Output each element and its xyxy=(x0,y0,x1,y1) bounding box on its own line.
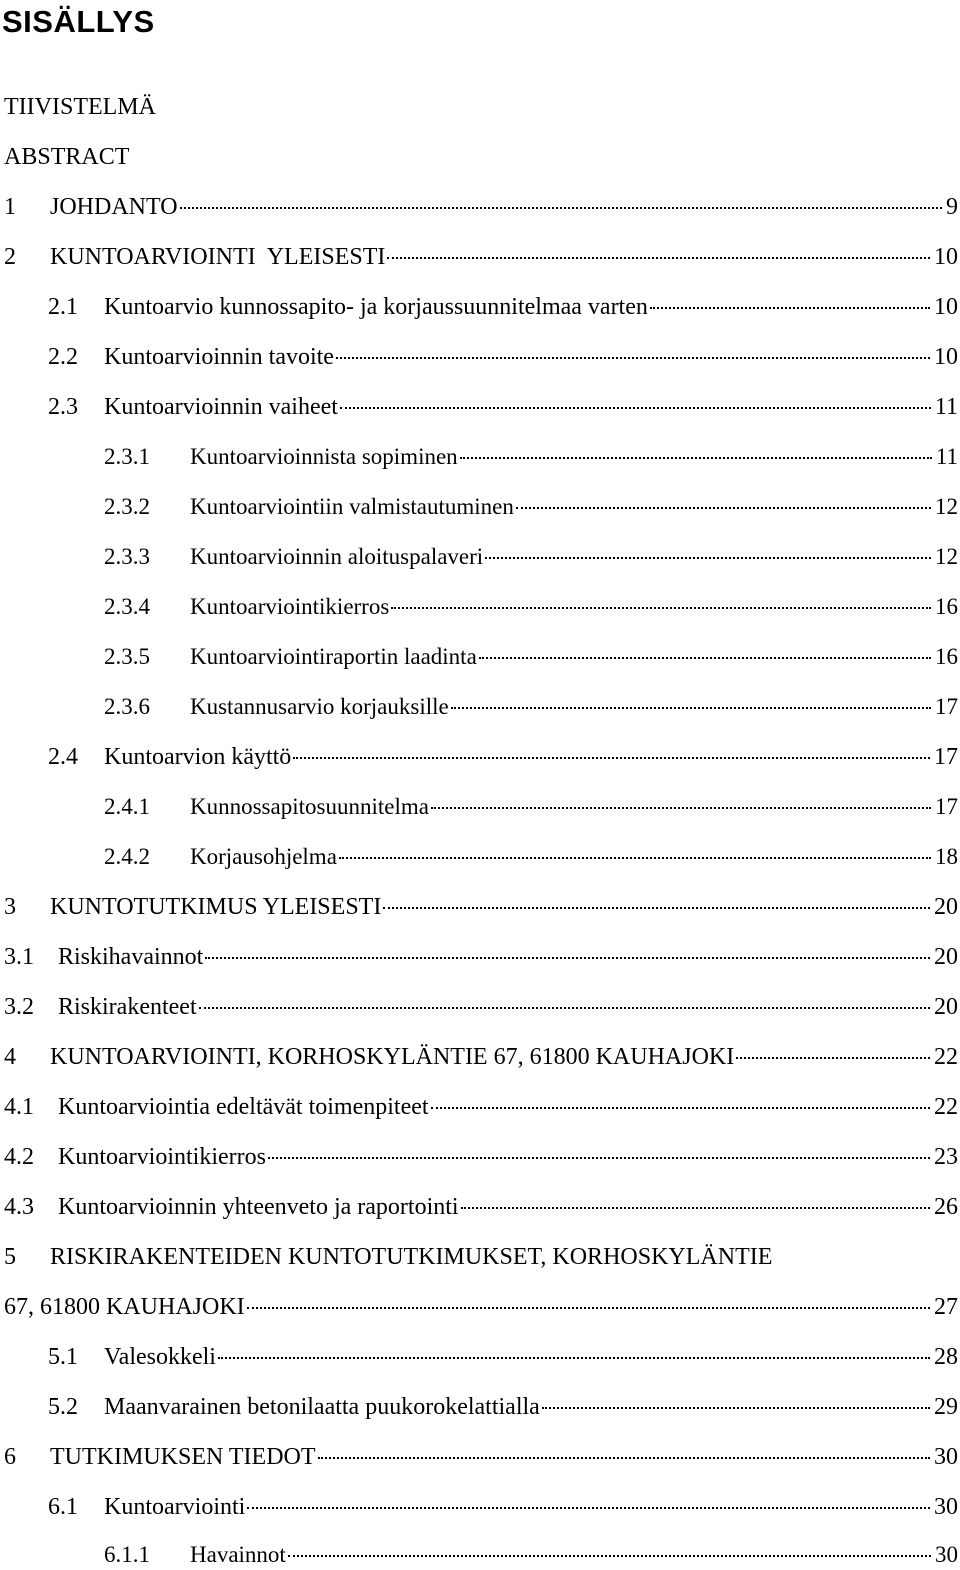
toc-entry-page: 17 xyxy=(935,794,958,819)
toc-entry-number: 4.1 xyxy=(4,1094,34,1120)
dot-leader xyxy=(736,1057,930,1059)
toc-entry-number: 3 xyxy=(4,894,16,920)
toc-entry-number: 2.4.1 xyxy=(104,794,150,819)
dot-leader xyxy=(479,657,931,659)
toc-entry-page: 30 xyxy=(934,1494,958,1520)
toc-entry-title: Kustannusarvio korjauksille xyxy=(190,694,449,719)
toc-entry[interactable] xyxy=(48,1342,958,1372)
toc-entry[interactable] xyxy=(48,392,958,422)
toc-entry-page: 29 xyxy=(934,1394,958,1420)
dot-leader xyxy=(383,907,930,909)
toc-entry-number: 2.4 xyxy=(48,744,78,770)
toc-entry-title: Havainnot xyxy=(190,1542,286,1567)
toc-entry-title: Valesokkeli xyxy=(104,1344,216,1370)
toc-entry[interactable] xyxy=(4,1092,958,1122)
toc-entry-page: 22 xyxy=(934,1094,958,1120)
toc-entry-title: Kuntoarvion käyttö xyxy=(104,744,292,770)
toc-entry-number: 6.1.1 xyxy=(104,1542,150,1567)
toc-entry[interactable] xyxy=(4,242,958,272)
toc-entry[interactable] xyxy=(104,542,958,572)
dot-leader xyxy=(288,1555,931,1557)
toc-entry-title-continued: 67, 61800 KAUHAJOKI xyxy=(4,1294,245,1320)
dot-leader xyxy=(387,257,930,259)
toc-entry-number: 3.2 xyxy=(4,994,34,1020)
toc-entry[interactable] xyxy=(104,642,958,672)
toc-entry[interactable] xyxy=(48,292,958,322)
toc-entry-title: Kuntoarviointiin valmistautuminen xyxy=(190,494,514,519)
toc-entry-page: 12 xyxy=(935,494,958,519)
toc-entry-number: 2.3.2 xyxy=(104,494,150,519)
toc-entry-title: KUNTOARVIOINTI, KORHOSKYLÄNTIE 67, 61800 KAUHAJOKI xyxy=(50,1044,735,1070)
toc-entry-number: 4 xyxy=(4,1044,16,1070)
dot-leader xyxy=(340,407,931,409)
toc-entry[interactable] xyxy=(4,1442,958,1472)
toc-entry-page: 16 xyxy=(935,594,958,619)
toc-entry-page: 16 xyxy=(935,644,958,669)
dot-leader xyxy=(247,1307,930,1309)
dot-leader xyxy=(339,857,931,859)
toc-entry-title: Kuntoarvioinnin yhteenveto ja raportointi xyxy=(58,1194,459,1220)
dot-leader xyxy=(336,357,930,359)
toc-entry-page: 17 xyxy=(935,694,958,719)
dot-leader xyxy=(451,707,931,709)
toc-entry[interactable] xyxy=(104,1540,958,1570)
toc-entry-number: 6.1 xyxy=(48,1494,78,1520)
toc-entry-title: Kuntoarviointikierros xyxy=(190,594,390,619)
toc-entry-number: 2.4.2 xyxy=(104,844,150,869)
dot-leader xyxy=(180,207,942,209)
toc-entry[interactable] xyxy=(4,1292,958,1322)
toc-entry-number: 5.1 xyxy=(48,1344,78,1370)
toc-entry[interactable] xyxy=(104,792,958,822)
toc-entry-number: 2.3 xyxy=(48,394,78,420)
dot-leader xyxy=(391,607,931,609)
toc-entry[interactable] xyxy=(104,692,958,722)
toc-entry-title: Kuntoarvioinnin vaiheet xyxy=(104,394,338,420)
toc-entry-title: TUTKIMUKSEN TIEDOT xyxy=(50,1444,316,1470)
toc-entry-title: Maanvarainen betonilaatta puukorokelattialla xyxy=(104,1394,540,1420)
toc-entry-title: Kuntoarviointi xyxy=(104,1494,246,1520)
toc-entry-page: 28 xyxy=(934,1344,958,1370)
toc-entry-number: 2.3.4 xyxy=(104,594,150,619)
toc-entry-page: 27 xyxy=(934,1294,958,1320)
toc-heading: SISÄLLYS xyxy=(2,4,155,39)
toc-abstract-en: ABSTRACT xyxy=(4,144,130,170)
toc-entry[interactable] xyxy=(4,1042,958,1072)
toc-entry-page: 10 xyxy=(934,294,958,320)
toc-entry-page: 10 xyxy=(934,344,958,370)
toc-entry-title: Riskirakenteet xyxy=(58,994,197,1020)
toc-entry-title: JOHDANTO xyxy=(50,194,178,220)
toc-entry[interactable] xyxy=(48,1392,958,1422)
toc-entry-number: 2.2 xyxy=(48,344,78,370)
toc-entry-title: Kuntoarviointiraportin laadinta xyxy=(190,644,477,669)
toc-entry-title: Kuntoarvioinnista sopiminen xyxy=(190,444,458,469)
toc-entry-title: Korjausohjelma xyxy=(190,844,337,869)
toc-entry-title: Kuntoarviointikierros xyxy=(58,1144,266,1170)
toc-entry-page: 17 xyxy=(934,744,958,770)
dot-leader xyxy=(650,307,930,309)
toc-entry-number: 2 xyxy=(4,244,16,270)
toc-entry-number: 5.2 xyxy=(48,1394,78,1420)
toc-entry-page: 23 xyxy=(934,1144,958,1170)
toc-entry-title: Kuntoarvio kunnossapito- ja korjaussuunnitelmaa varten xyxy=(104,294,648,320)
toc-entry[interactable] xyxy=(4,942,958,972)
toc-entry-page: 12 xyxy=(935,544,958,569)
dot-leader xyxy=(318,1457,930,1459)
dot-leader xyxy=(247,1507,930,1509)
toc-entry-title: Kuntoarviointia edeltävät toimenpiteet xyxy=(58,1094,429,1120)
toc-entry[interactable] xyxy=(4,1142,958,1172)
toc-entry[interactable] xyxy=(104,592,958,622)
toc-entry-number: 5 xyxy=(4,1244,16,1270)
toc-entry[interactable] xyxy=(48,742,958,772)
toc-entry-page: 30 xyxy=(934,1444,958,1470)
dot-leader xyxy=(199,1007,930,1009)
toc-entry-number: 1 xyxy=(4,194,16,220)
toc-entry[interactable] xyxy=(4,992,958,1022)
toc-entry-page: 30 xyxy=(935,1542,958,1567)
toc-entry-number: 4.2 xyxy=(4,1144,34,1170)
dot-leader xyxy=(268,1157,930,1159)
toc-entry-page: 11 xyxy=(935,444,958,469)
dot-leader xyxy=(218,1357,930,1359)
toc-entry-page: 11 xyxy=(934,394,958,420)
toc-entry-number: 2.3.3 xyxy=(104,544,150,569)
toc-entry[interactable] xyxy=(48,342,958,372)
toc-entry-page: 20 xyxy=(934,894,958,920)
toc-entry-number: 4.3 xyxy=(4,1194,34,1220)
toc-entry[interactable] xyxy=(48,1492,958,1522)
toc-entry-number: 2.3.6 xyxy=(104,694,150,719)
toc-entry[interactable] xyxy=(4,892,958,922)
toc-entry-title: Kunnossapitosuunnitelma xyxy=(190,794,429,819)
toc-entry-page: 20 xyxy=(934,944,958,970)
toc-entry-title: Riskihavainnot xyxy=(58,944,204,970)
toc-entry-page: 10 xyxy=(934,244,958,270)
toc-abstract-fi: TIIVISTELMÄ xyxy=(4,94,156,120)
toc-entry-number: 2.3.1 xyxy=(104,444,150,469)
toc-entry-page: 22 xyxy=(934,1044,958,1070)
toc-entry-page: 9 xyxy=(946,194,958,220)
toc-entry[interactable] xyxy=(4,192,958,222)
dot-leader xyxy=(293,757,930,759)
dot-leader xyxy=(431,1107,930,1109)
toc-entry-number: 3.1 xyxy=(4,944,34,970)
toc-entry-title: RISKIRAKENTEIDEN KUNTOTUTKIMUKSET, KORHOSKYLÄNTIE xyxy=(50,1244,773,1270)
toc-entry[interactable] xyxy=(104,442,958,472)
dot-leader xyxy=(431,807,931,809)
dot-leader xyxy=(461,1207,930,1209)
toc-entry-title: Kuntoarvioinnin aloituspalaveri xyxy=(190,544,484,569)
dot-leader xyxy=(205,957,930,959)
toc-entry-page: 26 xyxy=(934,1194,958,1220)
toc-entry[interactable] xyxy=(104,492,958,522)
toc-entry-page: 18 xyxy=(935,844,958,869)
toc-entry-page: 20 xyxy=(934,994,958,1020)
toc-entry[interactable] xyxy=(4,1192,958,1222)
toc-entry-wrapped-first-line[interactable] xyxy=(4,1242,772,1272)
dot-leader xyxy=(485,557,931,559)
dot-leader xyxy=(542,1407,930,1409)
toc-entry-title: Kuntoarvioinnin tavoite xyxy=(104,344,334,370)
toc-entry-title: KUNTOARVIOINTI YLEISESTI xyxy=(50,244,386,270)
toc-entry-number: 2.3.5 xyxy=(104,644,150,669)
toc-entry-title: KUNTOTUTKIMUS YLEISESTI xyxy=(50,894,382,920)
toc-entry-number: 2.1 xyxy=(48,294,78,320)
toc-entry-number: 6 xyxy=(4,1444,16,1470)
dot-leader xyxy=(460,457,932,459)
dot-leader xyxy=(516,507,931,509)
toc-entry[interactable] xyxy=(104,842,958,872)
